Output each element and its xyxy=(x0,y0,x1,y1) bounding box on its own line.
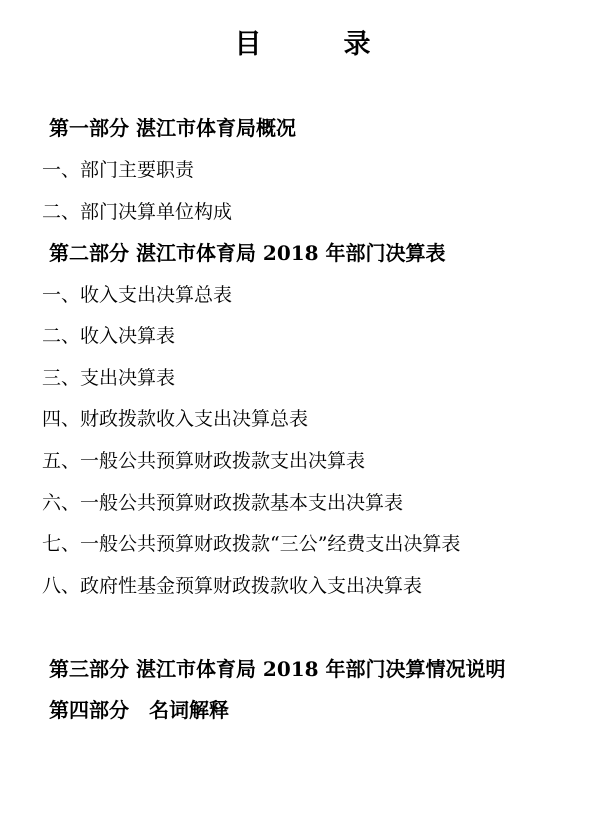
toc-item: 一、收入支出决算总表 xyxy=(42,284,233,306)
toc-item: 八、政府性基金预算财政拨款收入支出决算表 xyxy=(42,575,423,597)
title-char-2: 录 xyxy=(343,29,371,60)
toc-item: 三、支出决算表 xyxy=(42,367,176,389)
toc-part-4: 第四部分 名词解释 xyxy=(49,698,229,722)
toc-item: 七、一般公共预算财政拨款“三公”经费支出决算表 xyxy=(42,533,461,555)
toc-item: 一、部门主要职责 xyxy=(42,159,195,181)
toc-part-2: 第二部分 湛江市体育局 2018 年部门决算表 xyxy=(49,241,446,265)
page-title xyxy=(0,22,605,62)
toc-part-1: 第一部分 湛江市体育局概况 xyxy=(49,116,296,140)
title-char-1: 目 xyxy=(234,29,262,60)
toc-item: 六、一般公共预算财政拨款基本支出决算表 xyxy=(42,492,404,514)
toc-item: 四、财政拨款收入支出决算总表 xyxy=(42,408,309,430)
toc-item: 五、一般公共预算财政拨款支出决算表 xyxy=(42,450,366,472)
toc-item: 二、收入决算表 xyxy=(42,325,176,347)
toc-item: 二、部门决算单位构成 xyxy=(42,201,233,223)
toc-part-3: 第三部分 湛江市体育局 2018 年部门决算情况说明 xyxy=(49,657,506,681)
